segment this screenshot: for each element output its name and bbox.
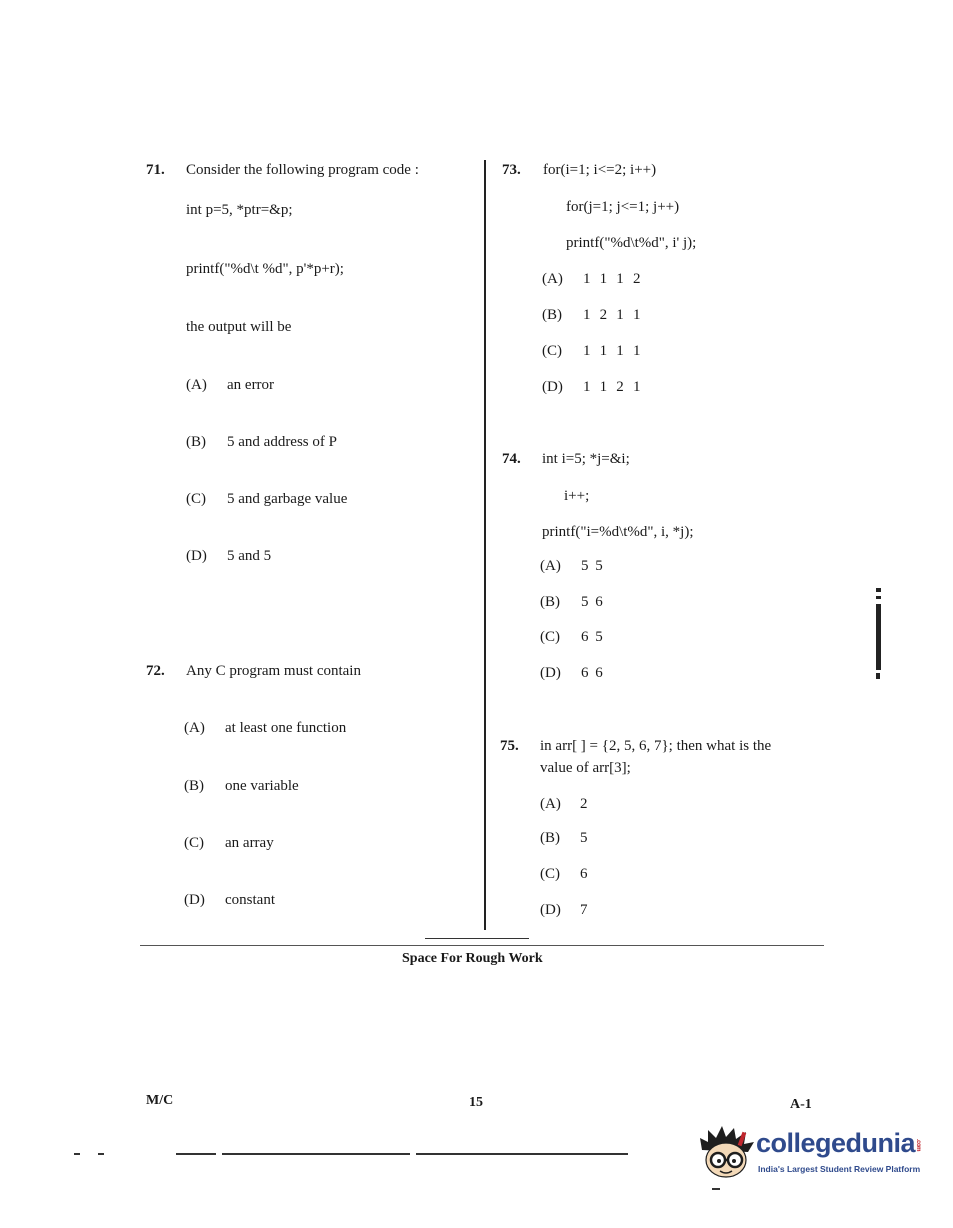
q74-option-a-text: 5 5 — [581, 558, 603, 574]
q73-option-c-label: (C) — [542, 343, 562, 359]
q71-option-a-label: (A) — [186, 377, 207, 393]
q73-code-line3: printf("%d\t%d", i' j); — [566, 235, 697, 251]
q72-prompt: Any C program must contain — [186, 663, 361, 679]
margin-bar — [876, 604, 881, 670]
q71-option-c-text: 5 and garbage value — [227, 491, 348, 507]
q74-code-line3: printf("i=%d\t%d", i, *j); — [542, 524, 694, 540]
q72-option-c-text: an array — [225, 835, 274, 851]
q73-option-c-text: 1 1 1 1 — [583, 343, 641, 359]
q72-option-c-label: (C) — [184, 835, 204, 851]
margin-marker — [876, 596, 881, 599]
q72-option-d-label: (D) — [184, 892, 205, 908]
logo-tagline: India's Largest Student Review Platform — [758, 1164, 921, 1174]
scan-line — [416, 1153, 628, 1155]
q71-code-line1: int p=5, *ptr=&p; — [186, 202, 293, 218]
q71-option-d-text: 5 and 5 — [227, 548, 272, 564]
q75-option-b-text: 5 — [580, 830, 588, 846]
q74-option-c-label: (C) — [540, 629, 560, 645]
q72-option-a-label: (A) — [184, 720, 205, 736]
rough-work-heading: Space For Rough Work — [402, 951, 543, 966]
q74-code-line1: int i=5; *j=&i; — [542, 451, 630, 467]
q74-option-b-text: 5 6 — [581, 594, 603, 610]
q73-number: 73. — [502, 162, 521, 178]
q75-option-c-text: 6 — [580, 866, 588, 882]
q73-code-line1: for(i=1; i<=2; i++) — [543, 162, 657, 178]
q72-option-b-text: one variable — [225, 778, 299, 794]
scan-line — [176, 1153, 216, 1155]
column-divider — [484, 160, 486, 930]
q73-option-b-text: 1 2 1 1 — [583, 307, 641, 323]
q74-code-line2: i++; — [564, 488, 590, 504]
q71-option-c-label: (C) — [186, 491, 206, 507]
student-mascot-icon — [696, 1124, 758, 1184]
q72-option-d-text: constant — [225, 892, 275, 908]
q75-option-a-text: 2 — [580, 796, 588, 812]
scan-dash — [98, 1153, 104, 1155]
logo-wordmark — [756, 1128, 921, 1159]
q73-option-d-text: 1 1 2 1 — [583, 379, 641, 395]
margin-marker — [876, 673, 880, 679]
q71-option-b-label: (B) — [186, 434, 206, 450]
q75-option-d-label: (D) — [540, 902, 561, 918]
logo-suffix: .com — [915, 1138, 922, 1151]
q75-option-c-label: (C) — [540, 866, 560, 882]
q75-prompt-line1: in arr[ ] = {2, 5, 6, 7}; then what is the — [540, 738, 772, 754]
q72-option-a-text: at least one function — [225, 720, 347, 736]
q73-code-line2: for(j=1; j<=1; j++) — [566, 199, 680, 215]
q72-option-b-label: (B) — [184, 778, 204, 794]
q74-option-a-label: (A) — [540, 558, 561, 574]
scan-line — [222, 1153, 410, 1155]
q72-number: 72. — [146, 663, 165, 679]
q73-option-a-text: 1 1 1 2 — [583, 271, 641, 287]
q74-option-c-text: 6 5 — [581, 629, 603, 645]
q71-prompt: Consider the following program code : — [186, 162, 419, 178]
q74-option-b-label: (B) — [540, 594, 560, 610]
rough-work-rule-short — [425, 938, 529, 939]
q73-option-b-label: (B) — [542, 307, 562, 323]
q73-option-d-label: (D) — [542, 379, 563, 395]
q75-option-b-label: (B) — [540, 830, 560, 846]
collegedunia-logo — [696, 1124, 926, 1186]
q75-number: 75. — [500, 738, 519, 754]
q75-prompt-line2: value of arr[3]; — [540, 760, 631, 776]
q74-number: 74. — [502, 451, 521, 467]
q75-option-d-text: 7 — [580, 902, 588, 918]
rough-work-rule — [140, 945, 824, 946]
margin-marker — [876, 588, 881, 592]
q74-option-d-label: (D) — [540, 665, 561, 681]
q71-option-b-text: 5 and address of P — [227, 434, 337, 450]
q71-code-line2: printf("%d\t %d", p'*p+r); — [186, 261, 344, 277]
scan-dash — [74, 1153, 80, 1155]
footer-code-right: A-1 — [790, 1097, 812, 1112]
q71-option-d-label: (D) — [186, 548, 207, 564]
logo-name: collegedunia — [756, 1128, 916, 1158]
footer-code-left: M/C — [146, 1093, 174, 1108]
q71-lead: the output will be — [186, 319, 292, 335]
q74-option-d-text: 6 6 — [581, 665, 603, 681]
q71-number: 71. — [146, 162, 165, 178]
q73-option-a-label: (A) — [542, 271, 563, 287]
scan-dash — [712, 1188, 720, 1190]
q75-option-a-label: (A) — [540, 796, 561, 812]
page-number: 15 — [469, 1095, 483, 1110]
q71-option-a-text: an error — [227, 377, 275, 393]
